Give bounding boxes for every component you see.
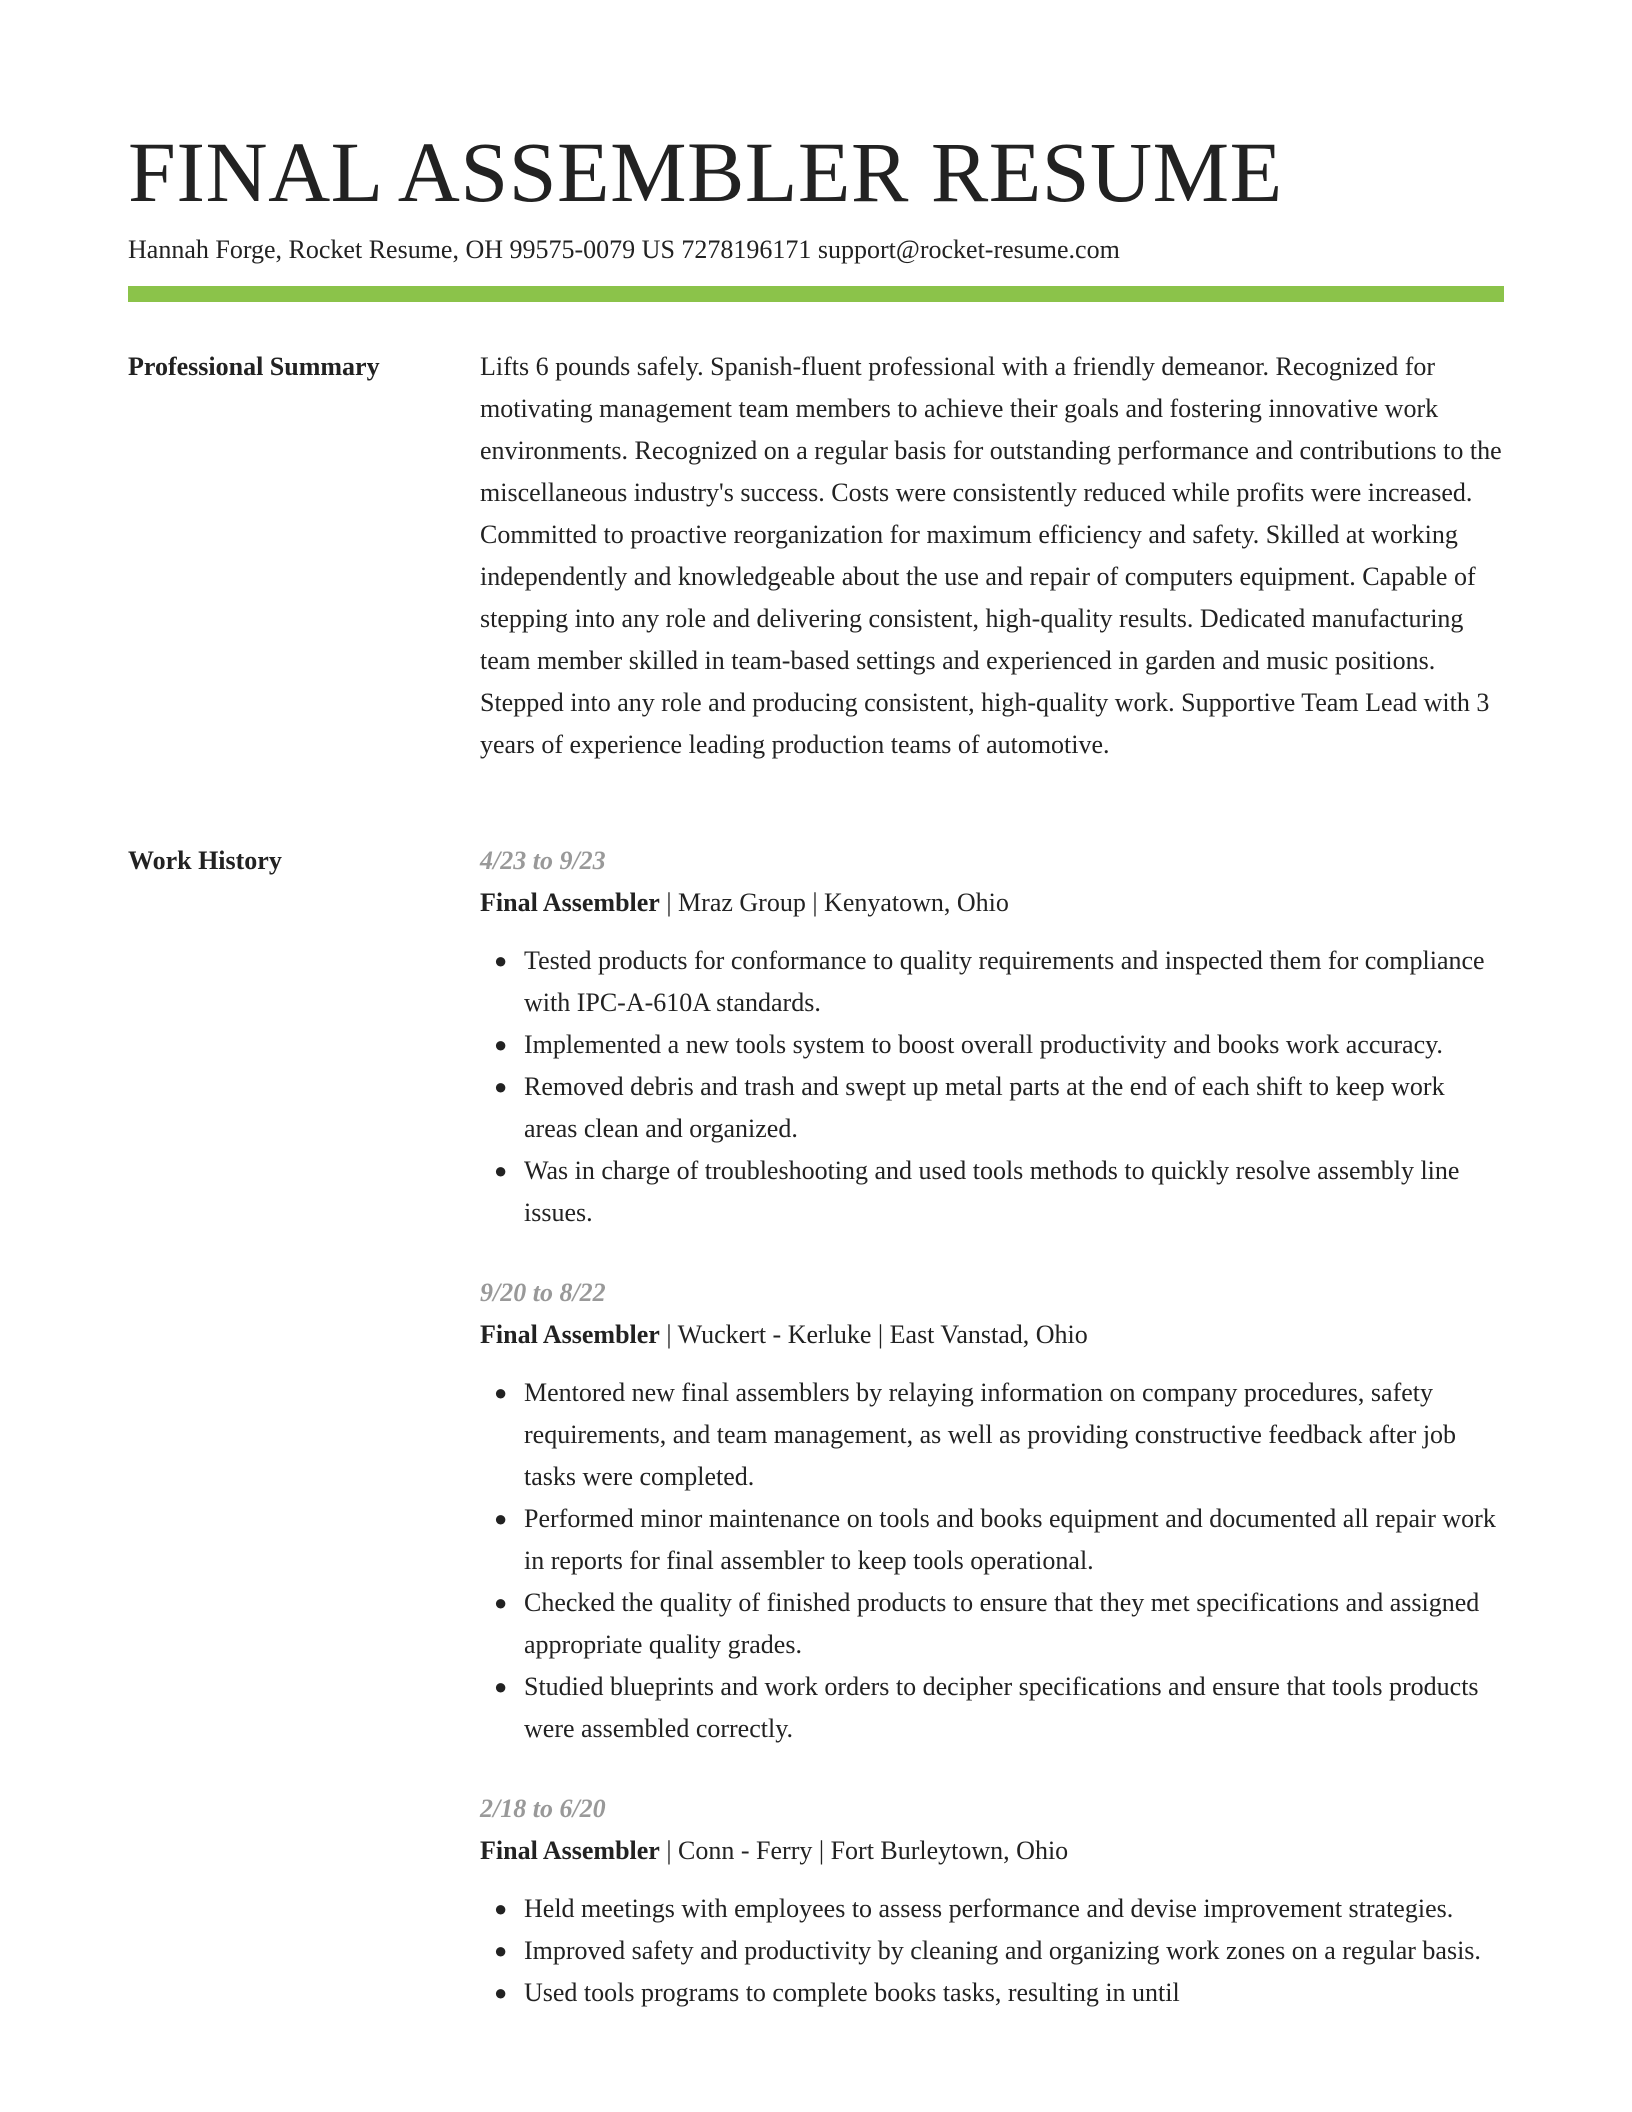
work-history-body bbox=[480, 840, 1504, 2052]
list-item bbox=[494, 1066, 1504, 1150]
job-title: Final Assembler bbox=[480, 888, 660, 917]
section-label-work-history: Work History bbox=[128, 846, 282, 875]
bullet-icon: ● bbox=[494, 1032, 508, 1057]
bullet-icon: ● bbox=[494, 1674, 508, 1699]
job-entry bbox=[480, 1788, 1504, 2014]
bullet-text: Implemented a new tools system to boost overall productivity and books work accuracy. bbox=[524, 1030, 1443, 1059]
bullet-text: Used tools programs to complete books tasks, resulting in until bbox=[524, 1978, 1180, 2007]
bullet-icon: ● bbox=[494, 1938, 508, 1963]
list-item bbox=[494, 1888, 1504, 1930]
summary-text: Lifts 6 pounds safely. Spanish-fluent professional with a friendly demeanor. Recognized for motivating management team members to achieve their goals and fostering innovative work environments. Recognized on a regular basis for outstanding performance and contributions to the miscellaneous industry's success. Costs were consistently reduced while profits were increased. Committed to proactive reorganization for maximum efficiency and safety. Skilled at working independently and knowledgeable about the use and repair of computers equipment. Capable of stepping into any role and delivering consistent, high-quality results. Dedicated manufacturing team member skilled in team-based settings and experienced in garden and music positions. Stepped into any role and producing consistent, high-quality work. Supportive Team Lead with 3 years of experience leading production teams of automotive. bbox=[480, 352, 1502, 759]
job-title-line bbox=[480, 1314, 1504, 1356]
list-item bbox=[494, 1498, 1504, 1582]
list-item bbox=[494, 1024, 1504, 1066]
bullet-text: Tested products for conformance to quality requirements and inspected them for compliance with IPC-A-610A standards. bbox=[524, 946, 1485, 1017]
bullet-text: Performed minor maintenance on tools and books equipment and documented all repair work in reports for final assembler to keep tools operational. bbox=[524, 1504, 1496, 1575]
resume-title: FINAL ASSEMBLER RESUME bbox=[128, 124, 1283, 220]
bullet-text: Held meetings with employees to assess performance and devise improvement strategies. bbox=[524, 1894, 1454, 1923]
job-bullet-list bbox=[480, 940, 1504, 1234]
bullet-icon: ● bbox=[494, 1380, 508, 1405]
bullet-icon: ● bbox=[494, 1896, 508, 1921]
job-details: | Mraz Group | Kenyatown, Ohio bbox=[659, 888, 1009, 917]
section-label-professional-summary: Professional Summary bbox=[128, 352, 380, 381]
bullet-icon: ● bbox=[494, 948, 508, 973]
job-dates: 2/18 to 6/20 bbox=[480, 1794, 606, 1823]
list-item bbox=[494, 940, 1504, 1024]
job-bullet-list bbox=[480, 1888, 1504, 2014]
bullet-text: Removed debris and trash and swept up metal parts at the end of each shift to keep work areas clean and organized. bbox=[524, 1072, 1445, 1143]
list-item bbox=[494, 1150, 1504, 1234]
job-title-line bbox=[480, 1830, 1504, 1872]
list-item bbox=[494, 1972, 1504, 2014]
bullet-icon: ● bbox=[494, 1074, 508, 1099]
job-dates: 4/23 to 9/23 bbox=[480, 846, 606, 875]
bullet-icon: ● bbox=[494, 1506, 508, 1531]
list-item bbox=[494, 1582, 1504, 1666]
job-bullet-list bbox=[480, 1372, 1504, 1750]
bullet-text: Checked the quality of finished products to ensure that they met specifications and assigned appropriate quality grades. bbox=[524, 1588, 1480, 1659]
job-title: Final Assembler bbox=[480, 1320, 660, 1349]
job-entry bbox=[480, 1272, 1504, 1750]
list-item bbox=[494, 1666, 1504, 1750]
bullet-text: Improved safety and productivity by cleaning and organizing work zones on a regular basis. bbox=[524, 1936, 1481, 1965]
bullet-icon: ● bbox=[494, 1980, 508, 2005]
bullet-text: Studied blueprints and work orders to decipher specifications and ensure that tools products were assembled correctly. bbox=[524, 1672, 1479, 1743]
job-details: | Conn - Ferry | Fort Burleytown, Ohio bbox=[659, 1836, 1069, 1865]
job-details: | Wuckert - Kerluke | East Vanstad, Ohio bbox=[659, 1320, 1088, 1349]
job-title-line bbox=[480, 882, 1504, 924]
job-title: Final Assembler bbox=[480, 1836, 660, 1865]
job-entry bbox=[480, 840, 1504, 1234]
bullet-text: Mentored new final assemblers by relaying information on company procedures, safety requirements, and team management, as well as providing constructive feedback after job tasks were completed. bbox=[524, 1378, 1457, 1491]
bullet-icon: ● bbox=[494, 1590, 508, 1615]
list-item bbox=[494, 1372, 1504, 1498]
bullet-icon: ● bbox=[494, 1158, 508, 1183]
header-accent-divider bbox=[128, 286, 1504, 302]
job-dates: 9/20 to 8/22 bbox=[480, 1278, 606, 1307]
contact-line: Hannah Forge, Rocket Resume, OH 99575-0079 US 7278196171 support@rocket-resume.com bbox=[128, 235, 1120, 264]
summary-body bbox=[480, 346, 1504, 766]
bullet-text: Was in charge of troubleshooting and used tools methods to quickly resolve assembly line issues. bbox=[524, 1156, 1460, 1227]
list-item bbox=[494, 1930, 1504, 1972]
